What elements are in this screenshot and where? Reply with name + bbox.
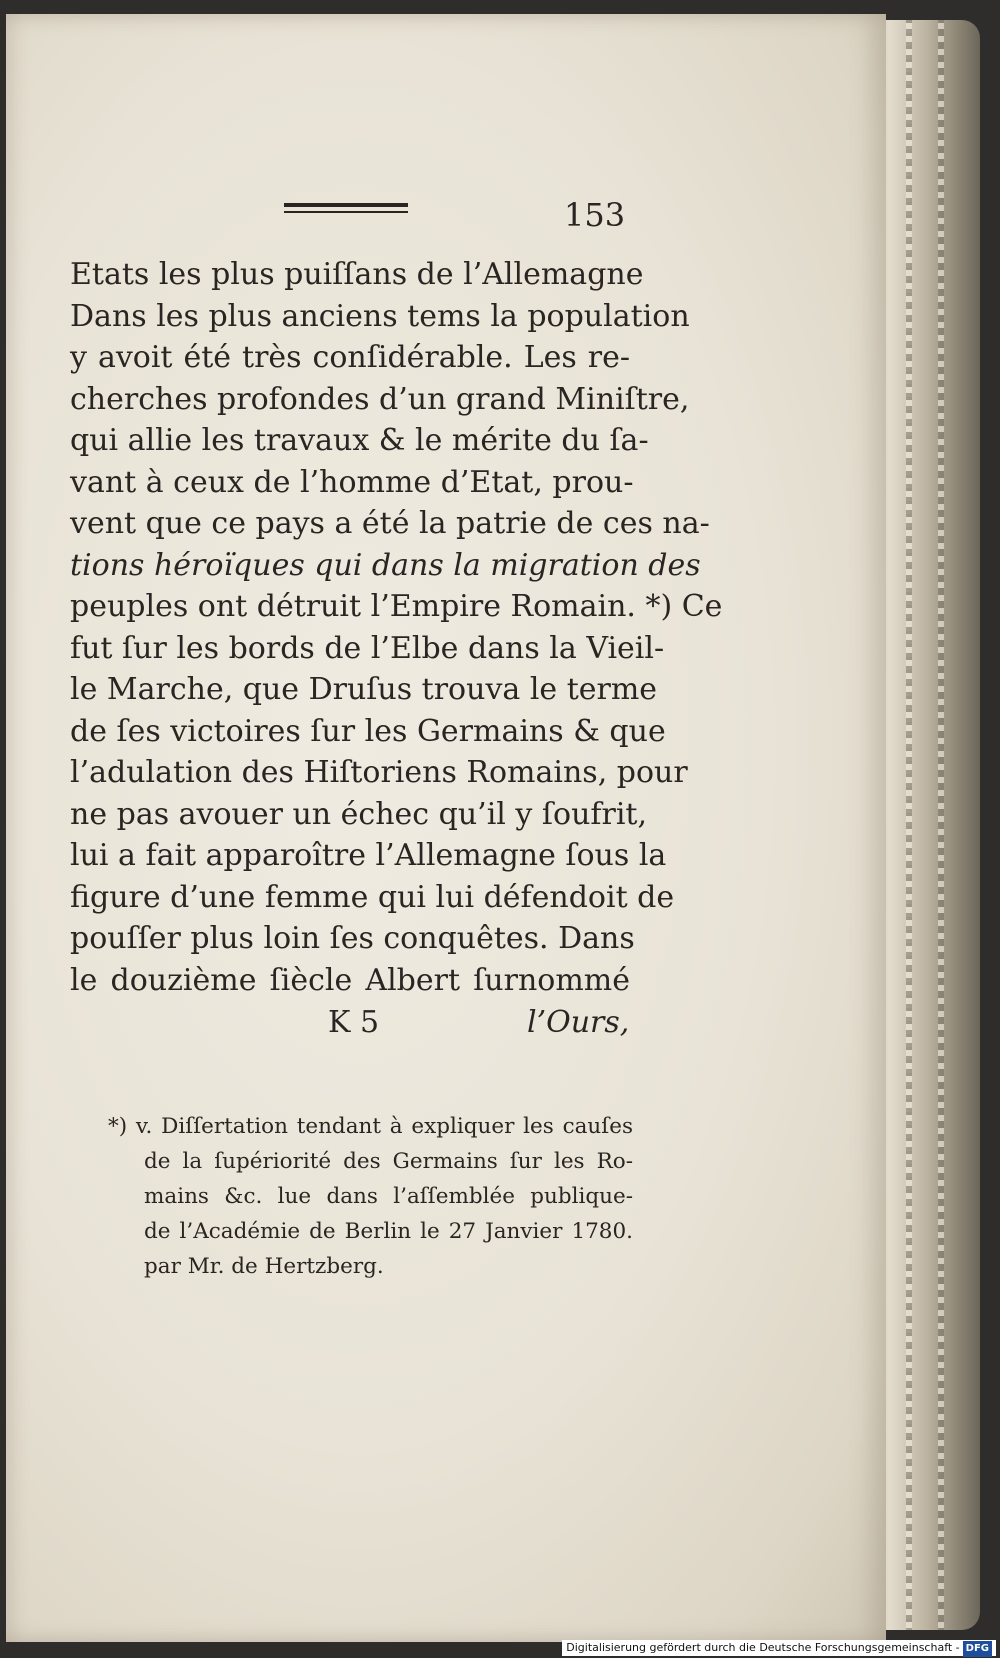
page-number: 153 [564,196,626,234]
digitization-credit [562,1640,996,1656]
text-line: peuples ont détruit l’Empire Romain. *) Ce [70,589,723,624]
text-line: vant à ceux de l’homme d’Etat, prou- [70,464,634,500]
body-text [70,254,723,1001]
header-rule-thin [284,211,408,213]
text-line: tions héroïques qui dans la migration des [70,547,701,583]
text-line: fut ſur les bords de l’Elbe dans la Vieil- [70,630,665,666]
text-line: ne pas avouer un échec qu’il y ſoufrit, [70,796,648,832]
text-line: lui a fait apparoître l’Allemagne ſous la [70,838,667,873]
footnote-line: de l’Académie de Berlin le 27 Janvier 1780. [144,1219,633,1244]
text-line: le Marche, que Druſus trouva le terme [70,672,658,707]
text-line: pouſſer plus loin ſes conquêtes. Dans [70,921,635,956]
text-line: Etats les plus puiſſans de l’Allemagne [70,257,644,292]
header-rule-thick [284,203,408,207]
catchword: l’Ours, [527,1005,630,1040]
footnote-line: *) v. Diſſertation tendant à expliquer les cauſes [108,1114,633,1139]
credit-text: Digitalisierung gefördert durch die Deutsche Forschungsgemeinschaft - [566,1641,960,1654]
footnote-line: mains &c. lue dans l’aſſemblée publique- [144,1184,633,1209]
text-line: cherches profondes d’un grand Miniſtre, [70,381,690,417]
header-rule [284,203,408,215]
text-line: l’adulation des Hiſtoriens Romains, pour [70,755,688,790]
text-line: Dans les plus anciens tems la population [70,298,690,334]
footnote-line: de la ſupériorité des Germains ſur les Ro- [144,1149,633,1174]
text-line: vent que ce pays a été la patrie de ces na- [70,506,710,541]
text-line: de ſes victoires ſur les Germains & que [70,713,666,749]
dfg-logo: DFG [963,1641,992,1657]
text-line: y avoit été très conſidérable. Les re- [70,340,630,375]
text-line: qui allie les travaux & le mérite du ſa- [70,423,649,458]
signature-mark: K 5 [328,1005,380,1040]
footnote-line: par Mr. de Hertzberg. [144,1254,384,1279]
text-line: le douzième ſiècle Albert ſurnommé [70,962,630,998]
page-edge-layer [906,20,912,1630]
text-line: figure d’une femme qui lui défendoit de [70,879,675,915]
page-edge-layer [938,20,944,1630]
footnote [108,1109,633,1284]
